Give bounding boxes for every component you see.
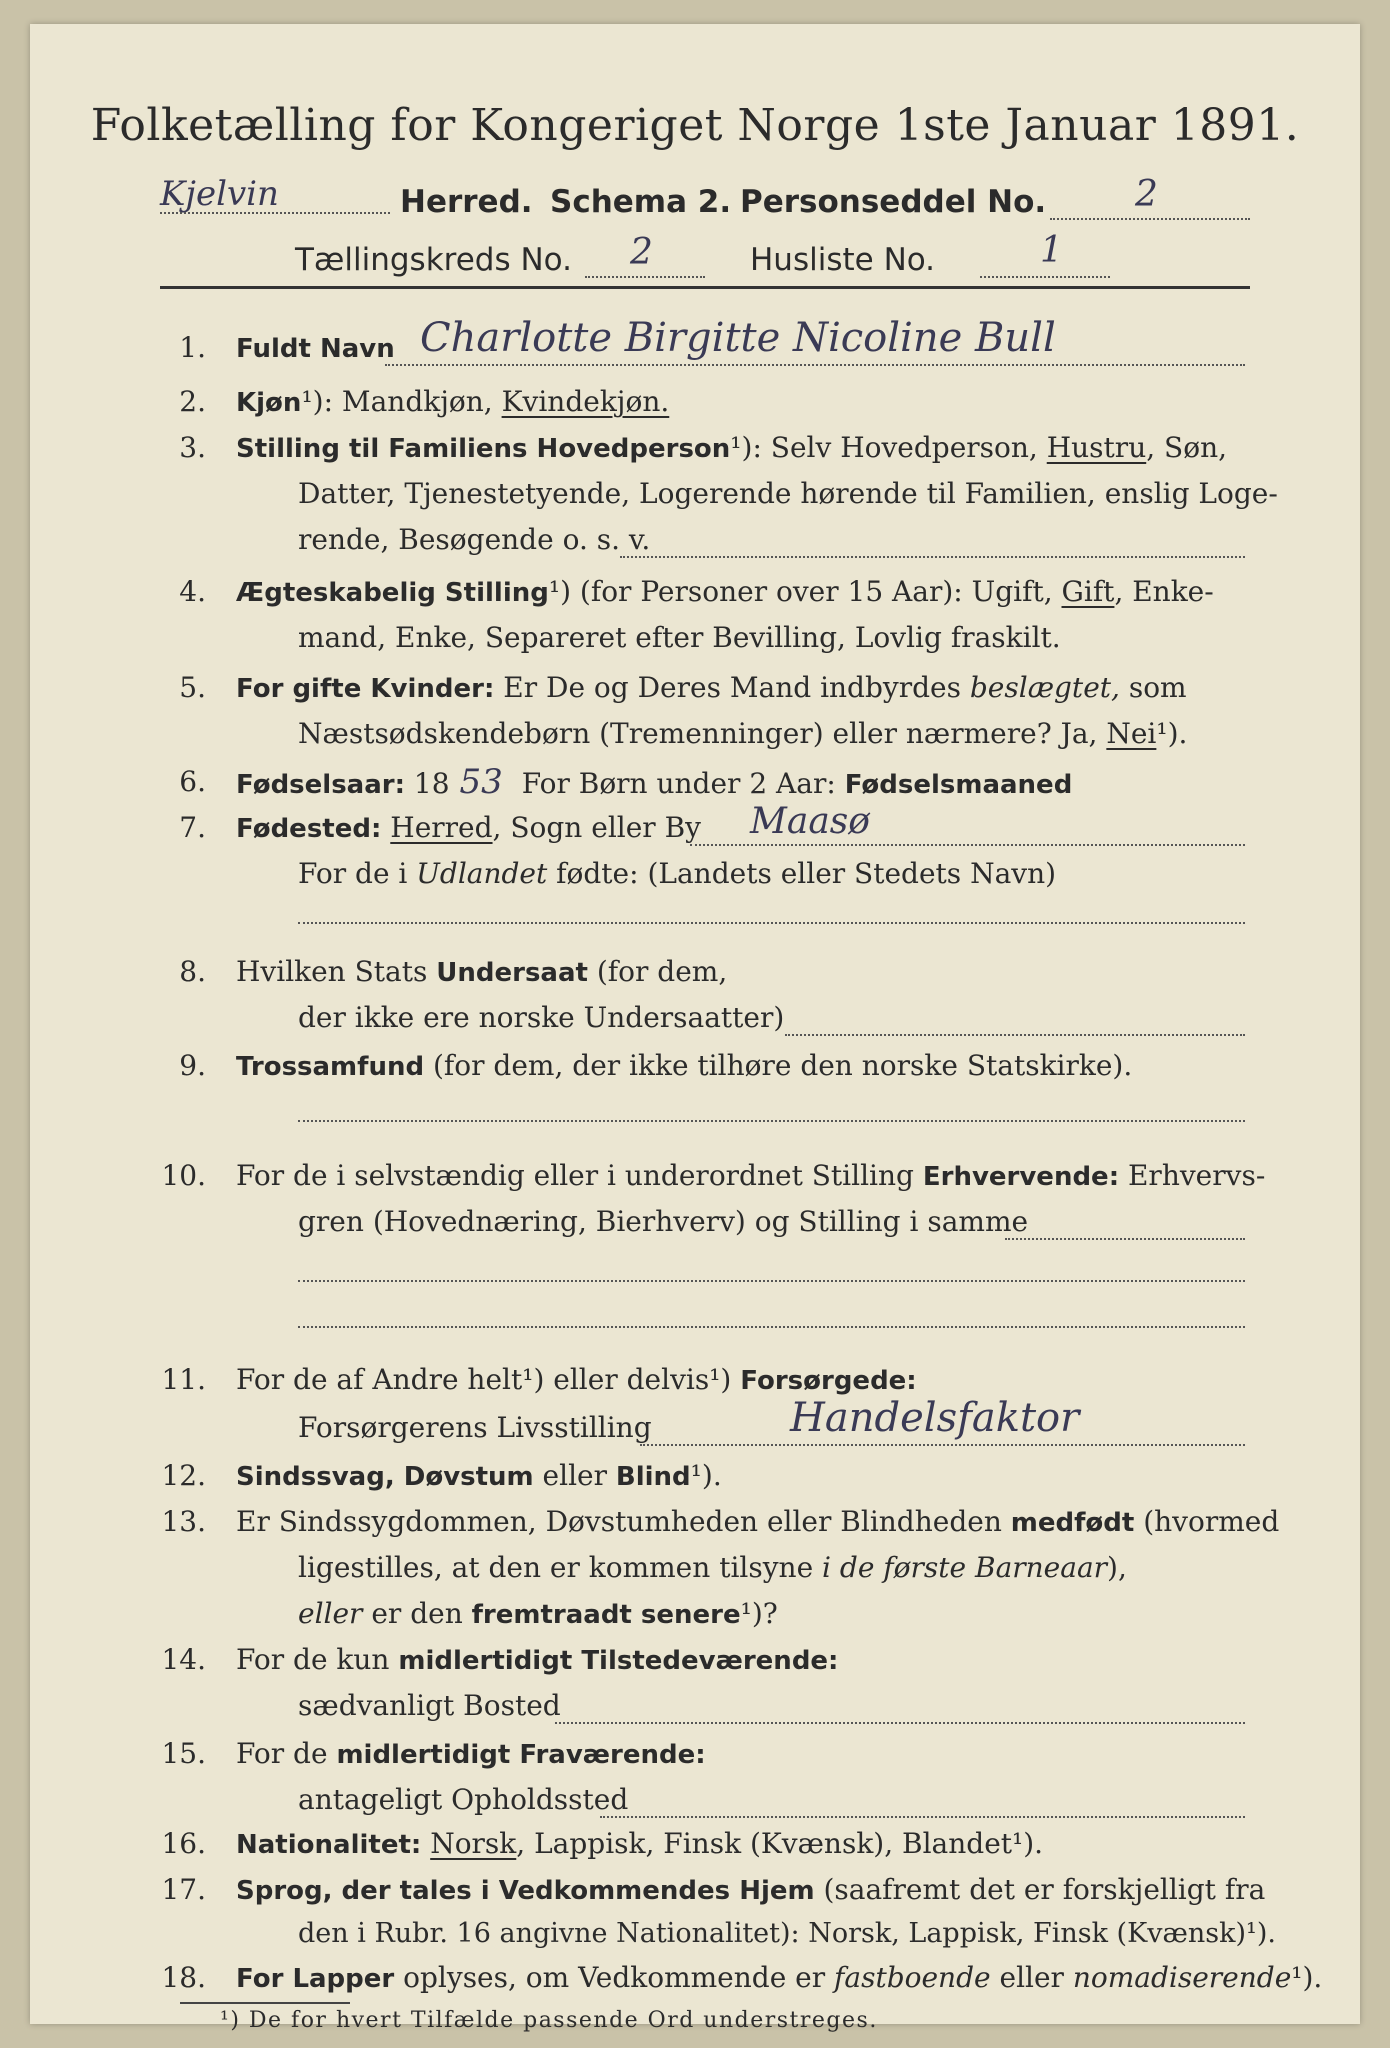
row-text: sædvanligt Bosted xyxy=(298,1689,561,1722)
row-text: For de i xyxy=(298,857,417,890)
row-text: Er Sindssygdommen, Døvstumheden eller Blindheden xyxy=(236,1505,1011,1538)
footnote: ¹) De for hvert Tilfælde passende Ord understreges. xyxy=(220,2008,878,2033)
row-number: 17. xyxy=(161,1873,206,1906)
row-text: , Sogn eller By xyxy=(492,811,701,844)
row-text: For de kun xyxy=(236,1643,399,1676)
row-number: 2. xyxy=(179,385,206,418)
underlined-answer: Gift xyxy=(1061,575,1115,608)
row-text: Er De og Deres Mand indbyrdes xyxy=(494,671,970,704)
dotline xyxy=(785,1034,1245,1036)
birthplace-handwriting: Maasø xyxy=(750,801,870,842)
row-number: 18. xyxy=(161,1961,206,1994)
row-text: Hvilken Stats xyxy=(236,955,437,988)
row-label: Trossamfund xyxy=(236,1052,425,1082)
kreds-label: Tællingskreds No. xyxy=(295,242,572,278)
fullname-handwriting: Charlotte Birgitte Nicoline Bull xyxy=(420,315,1056,361)
row-text: Næstsødskendebørn (Tremenninger) eller nærmere? Ja, xyxy=(298,717,1107,750)
row-number: 8. xyxy=(179,955,206,988)
row-label: Forsørgede: xyxy=(740,1366,917,1396)
row-label: midlertidigt Fraværende: xyxy=(336,1740,706,1770)
herred-handwriting: Kjelvin xyxy=(160,174,279,214)
underlined-answer: Herred xyxy=(390,811,493,844)
row-number: 9. xyxy=(179,1049,206,1082)
row-number: 10. xyxy=(161,1159,206,1192)
row-label: Fødselsaar: xyxy=(236,770,405,800)
row-text: ¹): Selv Hovedperson, xyxy=(730,431,1047,464)
row-text: eller xyxy=(533,1459,616,1492)
row-text: ¹). xyxy=(1291,1961,1323,1994)
dotline xyxy=(298,1326,1245,1328)
row-text: ligestilles, at den er kommen tilsyne xyxy=(298,1551,823,1584)
row-text: For de i selvstændig eller i underordnet Stilling xyxy=(236,1159,923,1192)
husliste-handwriting: 1 xyxy=(1040,230,1063,271)
dotline xyxy=(298,1120,1245,1122)
husliste-label: Husliste No. xyxy=(750,242,936,278)
row-number: 13. xyxy=(161,1505,206,1538)
row-text: (saafremt det er forskjelligt fra xyxy=(814,1873,1266,1906)
personseddel-dotline xyxy=(1050,218,1250,220)
row-label: medfødt xyxy=(1010,1508,1135,1538)
row-text: mand, Enke, Separeret efter Bevilling, Lovlig fraskilt. xyxy=(298,621,1061,654)
row-text: der ikke ere norske Undersaatter) xyxy=(298,1001,785,1034)
row-text: For de af Andre helt¹) eller delvis¹) xyxy=(236,1363,741,1396)
row-number: 16. xyxy=(161,1827,206,1860)
herred-label: Herred. xyxy=(400,184,533,220)
dotline xyxy=(690,844,1245,846)
row-text: beslægtet, xyxy=(969,671,1120,704)
row-number: 15. xyxy=(161,1737,206,1770)
row-text: den i Rubr. 16 angivne Nationalitet): Norsk, Lappisk, Finsk (Kvænsk)¹). xyxy=(298,1918,1276,1949)
row-label: Ægteskabelig Stilling xyxy=(236,578,549,608)
dotline xyxy=(620,556,1245,558)
row-text: antageligt Opholdssted xyxy=(298,1783,629,1816)
row-label: Erhvervende: xyxy=(922,1162,1120,1192)
row-number: 7. xyxy=(179,811,206,844)
dotline xyxy=(1005,1238,1245,1240)
birthyear-handwriting: 53 xyxy=(459,762,503,802)
row-text: For Børn under 2 Aar: xyxy=(512,767,845,800)
row-text: (for dem, der ikke tilhøre den norske Statskirke). xyxy=(424,1049,1133,1082)
row-text: i de første Barneaar xyxy=(822,1551,1108,1584)
row-text: som xyxy=(1119,671,1187,704)
row-number: 3. xyxy=(179,431,206,464)
row-text: For de xyxy=(236,1737,337,1770)
row-number: 4. xyxy=(179,575,206,608)
row-text: ¹) (for Personer over 15 Aar): Ugift, xyxy=(548,575,1062,608)
header-rule xyxy=(160,286,1250,289)
row-label: fremtraadt senere xyxy=(471,1600,741,1630)
row-text: , Enke- xyxy=(1114,575,1214,608)
kreds-dotline xyxy=(585,276,705,278)
row-number: 6. xyxy=(179,765,206,798)
row-text: ¹): Mandkjøn, xyxy=(301,385,502,418)
row-text: fødte: (Landets eller Stedets Navn) xyxy=(547,857,1057,890)
row-text: ¹). xyxy=(690,1459,722,1492)
row-text: 18 xyxy=(405,767,450,800)
row-number: 11. xyxy=(161,1363,206,1396)
row-text: er den xyxy=(362,1597,472,1630)
husliste-dotline xyxy=(980,276,1110,278)
personseddel-label: Personseddel No. xyxy=(740,184,1047,220)
row-text: Datter, Tjenestetyende, Logerende hørende til Familien, enslig Loge- xyxy=(298,477,1278,510)
dotline xyxy=(555,1722,1245,1724)
herred-dotline xyxy=(160,212,390,214)
row-text: Erhvervs- xyxy=(1119,1159,1266,1192)
dotline xyxy=(298,922,1245,924)
row-text: Forsørgerens Livsstilling xyxy=(298,1411,652,1444)
fullname-dotline xyxy=(385,364,1245,366)
row-text: ), xyxy=(1107,1551,1127,1584)
row-label: midlertidigt Tilstedeværende: xyxy=(398,1646,839,1676)
row-text: ¹)? xyxy=(740,1597,778,1630)
row-text: (for dem, xyxy=(587,955,728,988)
personseddel-handwriting: 2 xyxy=(1135,174,1158,215)
row-label: Kjøn xyxy=(236,388,302,418)
census-form-page xyxy=(30,24,1360,2024)
row-text: eller xyxy=(298,1597,363,1630)
row-text: Udlandet xyxy=(416,857,548,890)
underlined-answer: Nei xyxy=(1106,717,1157,750)
row-text: ¹). xyxy=(1156,717,1188,750)
row-label: Undersaat xyxy=(436,958,588,988)
row-text: fastboende xyxy=(834,1961,991,1994)
dotline xyxy=(298,1280,1245,1282)
row-label: Blind xyxy=(615,1462,691,1492)
underlined-answer: Hustru xyxy=(1046,431,1147,464)
row-label: Nationalitet: xyxy=(236,1830,422,1860)
row-label: Fødested: xyxy=(236,814,382,844)
provider-occupation-handwriting: Handelsfaktor xyxy=(790,1395,1080,1441)
dotline xyxy=(600,1816,1245,1818)
row-label: Sindssvag, Døvstum xyxy=(236,1462,534,1492)
row-label: Fuldt Navn xyxy=(236,334,395,364)
row-text: oplyses, om Vedkommende er xyxy=(394,1961,835,1994)
row-text: , Lappisk, Finsk (Kvænsk), Blandet¹). xyxy=(516,1827,1044,1860)
row-label: Fødselsmaaned xyxy=(844,770,1073,800)
row-label: For Lapper xyxy=(236,1964,395,1994)
row-label: Stilling til Familiens Hovedperson xyxy=(236,434,731,464)
row-text: eller xyxy=(990,1961,1073,1994)
underlined-answer: Kvindekjøn. xyxy=(501,385,670,418)
row-label: For gifte Kvinder: xyxy=(236,674,495,704)
row-text: rende, Besøgende o. s. v. xyxy=(298,523,651,556)
schema-label: Schema 2. xyxy=(550,184,732,220)
row-number: 12. xyxy=(161,1459,206,1492)
row-text: gren (Hovednæring, Bierhverv) og Stilling i samme xyxy=(298,1205,1029,1238)
row-label: Sprog, der tales i Vedkommendes Hjem xyxy=(236,1876,815,1906)
row-number: 5. xyxy=(179,671,206,704)
row-text: (hvormed xyxy=(1134,1505,1280,1538)
form-title: Folketælling for Kongeriget Norge 1ste Januar 1891. xyxy=(90,100,1300,151)
row-text: , Søn, xyxy=(1146,431,1228,464)
row-text: nomadiserende xyxy=(1072,1961,1292,1994)
row-number: 1. xyxy=(179,331,206,364)
row-number: 14. xyxy=(161,1643,206,1676)
dotline xyxy=(640,1444,1245,1446)
underlined-answer: Norsk xyxy=(430,1827,517,1860)
kreds-handwriting: 2 xyxy=(630,232,653,273)
